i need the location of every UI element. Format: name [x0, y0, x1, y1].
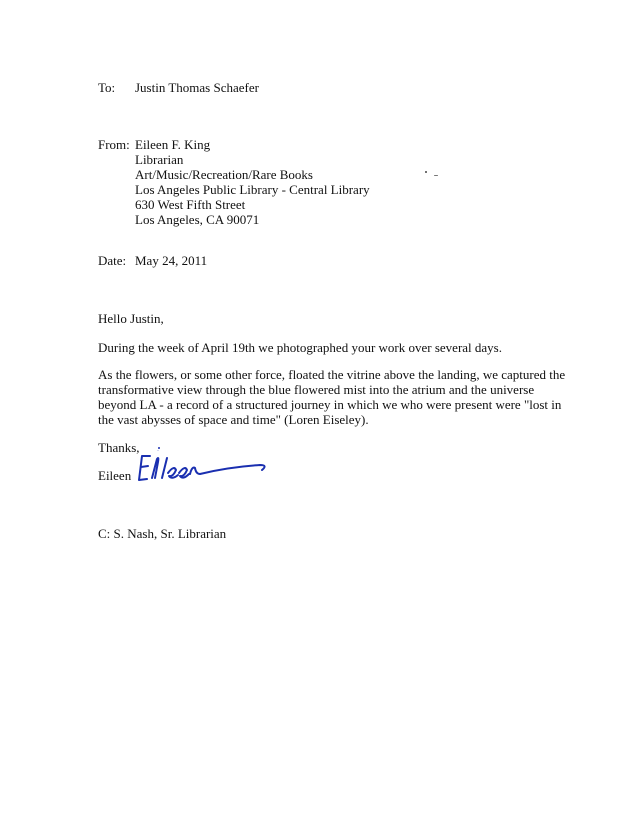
scan-speck [434, 175, 438, 176]
to-recipient: Justin Thomas Schaefer [135, 80, 259, 95]
handwritten-signature [138, 450, 273, 488]
greeting-text: Hello Justin, [98, 311, 164, 326]
from-street: 630 West Fifth Street [135, 197, 246, 212]
date-value: May 24, 2011 [135, 253, 208, 268]
greeting [98, 311, 598, 326]
to-label: To: [98, 80, 116, 95]
from-department: Art/Music/Recreation/Rare Books [135, 167, 313, 182]
signer-name: Eileen [98, 468, 132, 483]
closing-text: Thanks, [98, 440, 140, 455]
from-library: Los Angeles Public Library - Central Library [135, 182, 370, 197]
date-label: Date: [98, 253, 127, 268]
from-name: Eileen F. King [135, 137, 211, 152]
from-label: From: [98, 137, 130, 152]
from-title: Librarian [135, 152, 184, 167]
paragraph-2-line: As the flowers, or some other force, floated the vitrine above the landing, we captured the [98, 367, 566, 382]
body-paragraph-2 [98, 367, 598, 427]
body-paragraph-1 [98, 340, 598, 355]
paragraph-2-line: the vast abysses of space and time" (Loren Eiseley). [98, 412, 369, 427]
paragraph-2-line: transformative view through the blue flowered mist into the atrium and the universe [98, 382, 535, 397]
signature-strokes [139, 456, 265, 480]
paragraph-2-line: beyond LA - a record of a structured journey in which we who were present were "lost in [98, 397, 562, 412]
signature-i-dot [158, 447, 160, 449]
paragraph-1-text: During the week of April 19th we photographed your work over several days. [98, 340, 502, 355]
from-city: Los Angeles, CA 90071 [135, 212, 260, 227]
cc-text: C: S. Nash, Sr. Librarian [98, 526, 227, 541]
scan-speck [425, 171, 427, 173]
